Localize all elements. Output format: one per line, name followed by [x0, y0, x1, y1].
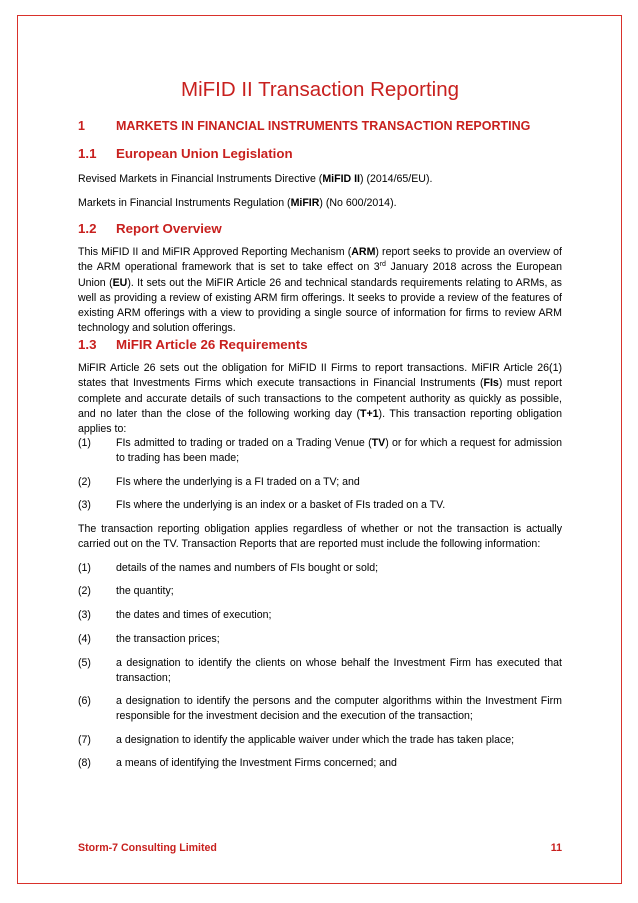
list-item: (3) FIs where the underlying is an index or a basket of FIs traded on a TV. — [78, 499, 446, 511]
section-title: Report Overview — [116, 221, 222, 236]
footer-company: Storm-7 Consulting Limited — [78, 842, 217, 854]
section-number: 1 — [78, 119, 85, 133]
document-title: MiFID II Transaction Reporting — [181, 78, 459, 101]
list-item: (1) FIs admitted to trading or traded on a Trading Venue (TV) or for which a request for admission to trading has been made; — [78, 437, 563, 465]
paragraph-reporting-obligation: The transaction reporting obligation applies regardless of whether or not the transaction is actually carried out on the TV. Transaction Reports that are reported must include the following information: — [78, 523, 562, 551]
paragraph-mifid: Revised Markets in Financial Instruments Directive (MiFID II) (2014/65/EU). — [78, 173, 433, 185]
page-footer — [78, 842, 562, 854]
list-item: (3) the dates and times of execution; — [78, 609, 272, 621]
list-item: (1) details of the names and numbers of FIs bought or sold; — [78, 562, 379, 574]
list-item: (4) the transaction prices; — [78, 633, 220, 645]
list-item: (2) FIs where the underlying is a FI traded on a TV; and — [78, 476, 360, 488]
section-title: MiFIR Article 26 Requirements — [116, 337, 308, 352]
section-title: European Union Legislation — [116, 146, 293, 161]
list-item: (8) a means of identifying the Investment Firms concerned; and — [78, 757, 397, 769]
list-item: (2) the quantity; — [78, 585, 174, 597]
page-number: 11 — [550, 842, 562, 854]
paragraph-mifir: Markets in Financial Instruments Regulation (MiFIR) (No 600/2014). — [78, 197, 397, 209]
section-number: 1.2 — [78, 221, 97, 236]
section-number: 1.1 — [78, 146, 97, 161]
section-title: MARKETS IN FINANCIAL INSTRUMENTS TRANSACTION REPORTING — [116, 119, 531, 133]
list-item: (6) a designation to identify the persons and the computer algorithms within the Investment Firm responsible for the investment decision and the execution of the transaction; — [78, 695, 562, 723]
list-item: (7) a designation to identify the applicable waiver under which the trade has taken place; — [78, 734, 515, 746]
section-number: 1.3 — [78, 337, 97, 352]
paragraph-report-overview: This MiFID II and MiFIR Approved Reporting Mechanism (ARM) report seeks to provide an overview of the ARM operational framework that is set to take effect on 3rd January 2018 across the European Union (EU). It sets out the MiFIR Article 26 and technical standards requirements relating to ARMs, as well as providing a review of existing ARM firm offerings. It seeks to provide a review of the features of existing ARM offerings with a view to providing a single source of information for firms to review ARM technology and solution offerings. — [78, 246, 562, 335]
list-item: (5) a designation to identify the clients on whose behalf the Investment Firm has executed that transaction; — [78, 657, 562, 685]
paragraph-article-26: MiFIR Article 26 sets out the obligation for MiFID II Firms to report transactions. MiFIR Article 26(1) states that Investments Firms which execute transactions in Financial Instruments (FIs) must report complete and accurate details of such transactions to the competent authority as quickly as possible, and no later than the close of the following working day (T+1). This transaction reporting obligation applies to: — [78, 362, 563, 436]
